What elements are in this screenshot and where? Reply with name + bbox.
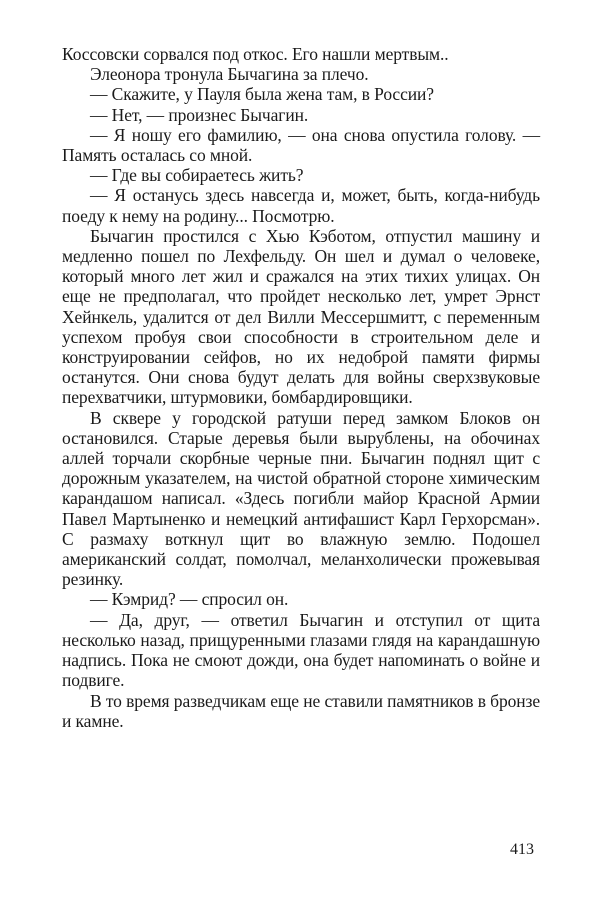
paragraph-7: — Я останусь здесь навсегда и, может, быть, когда-нибудь поеду к нему на родину... Посмотрю. xyxy=(62,185,540,226)
paragraph-3: — Скажите, у Пауля была жена там, в России? xyxy=(90,84,434,105)
paragraph-10: — Кэмрид? — спросил он. xyxy=(90,589,289,610)
page-number: 413 xyxy=(510,841,534,858)
paragraph-1: Коссовски сорвался под откос. Его нашли мертвым.. xyxy=(62,44,449,64)
paragraph-2: Элеонора тронула Бычагина за плечо. xyxy=(90,64,369,85)
paragraph-4: — Нет, — произнес Бычагин. xyxy=(90,104,309,125)
paragraph-12: В то время разведчикам еще не ставили памятников в бронзе и камне. xyxy=(62,690,540,731)
paragraph-11: — Да, друг, — ответил Бычагин и отступил от щита несколько назад, прищуренными глазами глядя на карандашную надпись. Пока не смоют дожди, она будет напоминать о войне и подвиге. xyxy=(62,609,540,691)
paragraph-9: В сквере у городской ратуши перед замком Блоков он остановился. Старые деревья были вырублены, на обочинах аллей торчали скорбные черные пни. Бычагин поднял щит с дорожным указателем, на чистой обратной стороне химическим карандашом написал. «Здесь погибли майор Красной Армии Павел Мартыненко и немецкий антифашист Карл Герхорсман». С размаху воткнул щит во влажную землю. Подошел американский солдат, помолчал, меланхолически прожевывая резинку. xyxy=(62,407,540,590)
paragraph-5: — Я ношу его фамилию, — она снова опустила голову. — Память осталась со мной. xyxy=(62,124,540,166)
paragraph-6: — Где вы собираетесь жить? xyxy=(90,165,304,186)
paragraph-8: Бычагин простился с Хью Кэботом, отпустил машину и медленно пошел по Лехфельду. Он шел и думал о человеке, который много лет жил и сражался на этих тихих улицах. Он еще не предполагал, что пройдет несколько лет, умрет Эрнст Хейнкель, удалится от дел Вилли Мессершмитт, с переменным успехом пробуя свои способности в строительном деле и конструировании сейфов, но их недоброй памяти фирмы останутся. Они снова будут делать для войны сверхзвуковые перехватчики, штурмовики, бомбардировщики. xyxy=(62,225,540,408)
body-text xyxy=(62,44,540,731)
